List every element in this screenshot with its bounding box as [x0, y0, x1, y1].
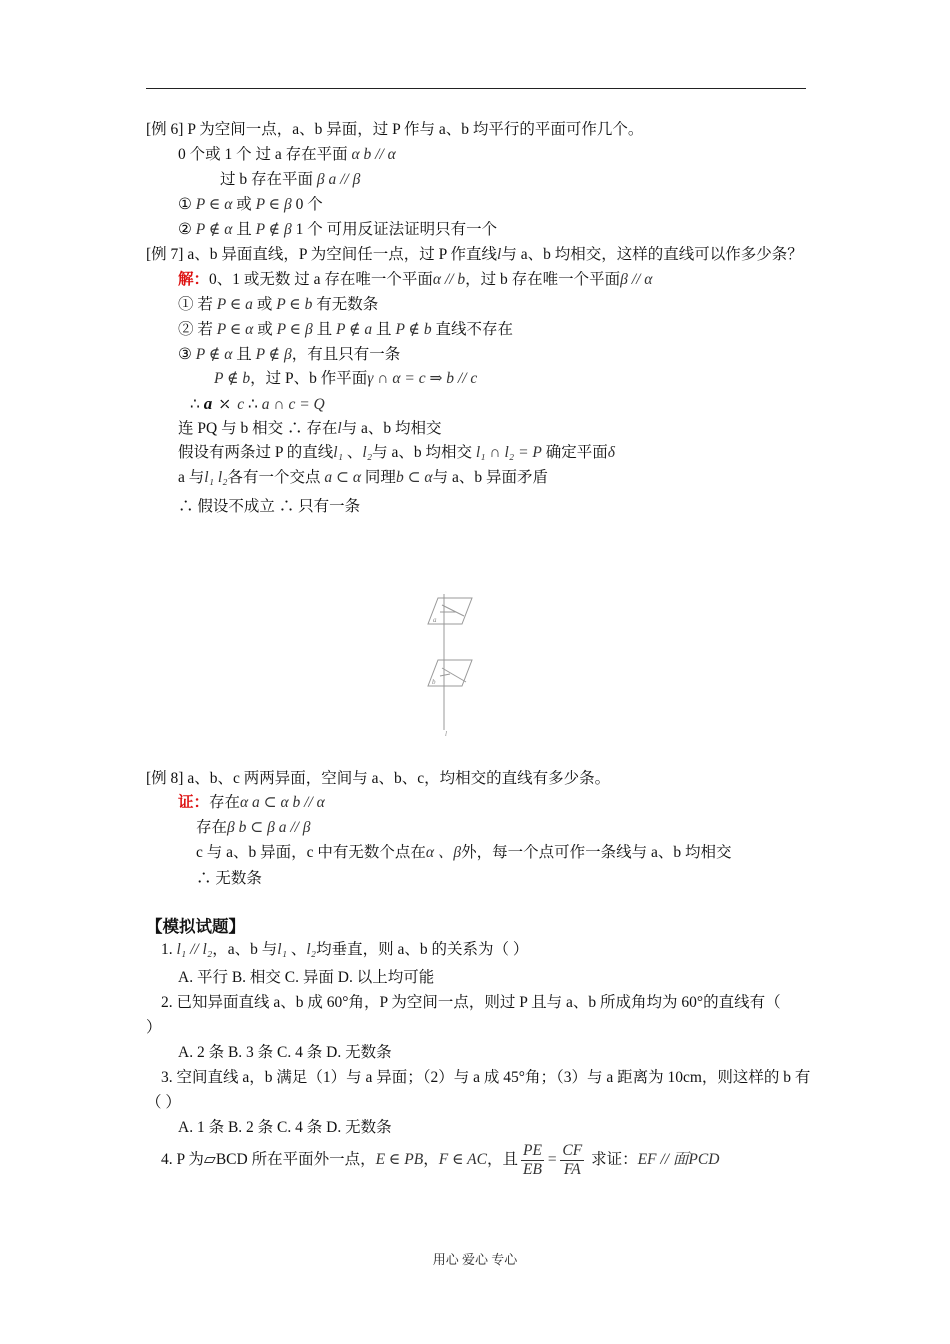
- header-rule: [146, 88, 806, 89]
- text: BCD 所在平面外一点，: [215, 1151, 376, 1168]
- solution-label: 解：: [178, 271, 210, 288]
- text: 且: [372, 321, 396, 338]
- text: 外，每一个点可作一条线与 a、b 均相交: [461, 844, 732, 861]
- example-7-case-2: [178, 320, 513, 340]
- math: γ ∩ α = c ⇒ b // c: [367, 370, 478, 387]
- math: P ∈ β: [276, 321, 313, 338]
- label-b: b: [432, 678, 436, 686]
- text: 1 个 可用反证法证明只有一个: [291, 221, 498, 238]
- math: l: [337, 420, 342, 437]
- example-7-step-intersect: [190, 394, 325, 415]
- math: P ∉ α: [195, 221, 233, 238]
- question-1-options: A. 平行 B. 相交 C. 异面 D. 以上均可能: [178, 969, 435, 986]
- text: ∴: [244, 396, 262, 413]
- math: l₁: [333, 444, 343, 461]
- example-6-line-2: [220, 170, 360, 190]
- text: 与 a、b 均相交，这样的直线可以作多少条？: [501, 246, 803, 263]
- label-a: a: [433, 616, 437, 624]
- example-7-title: [146, 245, 803, 265]
- math: P ∉ β: [255, 221, 292, 238]
- example-7-case-1: [178, 295, 378, 315]
- example-6-line-1: [178, 145, 396, 165]
- example-8-title: [例 8] a、b、c 两两异面，空间与 a、b、c，均相交的直线有多少条。: [146, 770, 611, 787]
- text: ，过 b 存在唯一个平面: [465, 271, 621, 288]
- math: P ∉ α: [195, 346, 233, 363]
- question-2: 2. 已知异面直线 a、b 成 60°角，P 为空间一点，则过 P 且与 a、b 所成角均为 60°的直线有（: [161, 994, 781, 1011]
- label-l: l: [445, 730, 447, 738]
- math: P ∉ a: [336, 321, 373, 338]
- text: ∴: [190, 396, 204, 413]
- math: P ∈ β: [255, 196, 292, 213]
- math: P ∉ b: [395, 321, 432, 338]
- example-7-case-3: [178, 345, 400, 365]
- example-8-line-1: [178, 793, 325, 813]
- text: 求证：: [587, 1151, 638, 1168]
- example-8-line-3: [196, 843, 732, 863]
- text: 连 PQ 与 b 相交 ∴ 存在: [178, 420, 338, 437]
- text: 有无数条: [312, 296, 379, 313]
- math: δ: [607, 444, 615, 461]
- math: b ⊂ α: [395, 469, 433, 486]
- example-7-solution: [178, 270, 652, 290]
- math: P ∈ a: [216, 296, 253, 313]
- question-3: 3. 空间直线 a，b 满足（1）与 a 异面；（2）与 a 成 45°角；（3）与 a 距离为 10cm，则这样的 b 有: [161, 1069, 811, 1086]
- planes-figure: [420, 590, 480, 740]
- text: 、: [286, 941, 307, 958]
- text: ②: [178, 221, 196, 238]
- math: a ∩ c = Q: [261, 396, 325, 413]
- text: 0、1 或无数 过 a 存在唯一个平面: [209, 271, 433, 288]
- math: β b ⊂ β a // β: [227, 819, 311, 836]
- example-7-step-suppose: [178, 443, 615, 463]
- example-6-line-3: [178, 195, 323, 215]
- text: 1.: [161, 941, 177, 958]
- math: E ∈ PB: [375, 1151, 424, 1168]
- denominator: FA: [563, 1160, 581, 1178]
- text: 存在: [209, 794, 241, 811]
- example-6-title: [例 6] P 为空间一点，a、b 异面，过 P 作与 a、b 均平行的平面可作几个。: [146, 121, 644, 138]
- math: α // b: [432, 271, 466, 288]
- math: P ∈ b: [276, 296, 313, 313]
- text: ，: [423, 1151, 439, 1168]
- text: 且: [232, 221, 256, 238]
- text: ，且: [486, 1151, 518, 1168]
- text: [例 7] a、b 异面直线，P 为空间任一点，过 P 作直线: [146, 246, 498, 263]
- text: 、: [343, 444, 363, 461]
- math: l₂: [362, 444, 373, 461]
- text: 或: [252, 296, 277, 313]
- example-7-step-connect: [178, 419, 442, 439]
- math: l₁ // l₂: [176, 941, 213, 958]
- text: 4. P 为: [161, 1151, 204, 1168]
- text: 与 a、b 均相交: [341, 420, 442, 437]
- math: β // α: [620, 271, 653, 288]
- math: EF // 面PCD: [637, 1151, 720, 1168]
- text: 0 个: [291, 196, 323, 213]
- question-3-options: A. 1 条 B. 2 条 C. 4 条 D. 无数条: [178, 1119, 392, 1136]
- line-b-short: [440, 674, 450, 676]
- text: 且: [232, 346, 256, 363]
- math: P ∉ b: [214, 370, 251, 387]
- text: ，有且只有一条: [291, 346, 401, 363]
- text: 存在: [196, 819, 228, 836]
- text: 或: [232, 196, 256, 213]
- text: ，a、b 与: [212, 941, 278, 958]
- question-1: [161, 940, 528, 960]
- parallelogram-icon: ▱: [203, 1151, 216, 1168]
- text: c 与 a、b 异面，c 中有无数个点在: [196, 844, 426, 861]
- math: c: [237, 396, 245, 413]
- not-parallel-symbol: ⤫: [218, 396, 232, 413]
- math: l: [497, 246, 502, 263]
- math: α b // α: [351, 146, 396, 163]
- mock-header: 【模拟试题】: [146, 917, 245, 936]
- math: P ∈ α: [195, 196, 233, 213]
- math: l₂: [306, 941, 317, 958]
- example-8-line-2: [196, 818, 311, 838]
- math: a ⊂ α: [324, 469, 362, 486]
- question-2-cont: ）: [146, 1019, 162, 1036]
- text: ③: [178, 346, 196, 363]
- text: 与 a、b 异面矛盾: [432, 469, 548, 486]
- example-7-step-plane: [214, 369, 477, 389]
- page-footer: 用心 爱心 专心: [432, 1252, 518, 1267]
- question-3-cont: （ ）: [146, 1094, 181, 1111]
- example-7-conclusion: ∴ 假设不成立 ∴ 只有一条: [178, 498, 361, 515]
- math: β a // β: [316, 171, 361, 188]
- text: 且: [312, 321, 336, 338]
- text: 0 个或 1 个 过 a 存在平面: [178, 146, 348, 163]
- math: F ∈ AC: [438, 1151, 487, 1168]
- example-6-line-4: [178, 220, 497, 240]
- text: 过 b 存在平面: [220, 171, 314, 188]
- math: P ∉ β: [255, 346, 292, 363]
- text: 确定平面: [541, 444, 608, 461]
- text: ，过 P、b 作平面: [250, 370, 368, 387]
- math: a: [203, 394, 213, 413]
- numerator: CF: [562, 1141, 583, 1159]
- text: 同理: [361, 469, 396, 486]
- text: ① 若: [178, 296, 217, 313]
- math: l₁: [277, 941, 287, 958]
- question-4: [161, 1140, 719, 1180]
- text: 或: [253, 321, 277, 338]
- equals: =: [546, 1151, 558, 1168]
- denominator: EB: [522, 1160, 542, 1178]
- math: l₁ l₂: [204, 469, 228, 486]
- text: ② 若: [178, 321, 217, 338]
- math: l₁ ∩ l₂ = P: [475, 444, 542, 461]
- math: α 、β: [425, 844, 462, 861]
- numerator: PE: [522, 1141, 542, 1159]
- example-8-conclusion: ∴ 无数条: [196, 870, 262, 887]
- math: P ∈ α: [216, 321, 254, 338]
- text: 各有一个交点: [227, 469, 325, 486]
- fraction-pe-eb: [521, 1142, 544, 1179]
- text: 与 a、b 均相交: [372, 444, 476, 461]
- text: 假设有两条过 P 的直线: [178, 444, 334, 461]
- proof-label: 证：: [178, 794, 210, 811]
- text: a 与: [178, 469, 205, 486]
- text: ①: [178, 196, 196, 213]
- math: α a ⊂ α b // α: [240, 794, 325, 811]
- example-7-step-contradiction: [178, 468, 548, 488]
- text: 均垂直，则 a、b 的关系为（ ）: [316, 941, 529, 958]
- fraction-cf-fa: [560, 1142, 584, 1179]
- line-a: [442, 605, 464, 616]
- text: 直线不存在: [431, 321, 513, 338]
- question-2-options: A. 2 条 B. 3 条 C. 4 条 D. 无数条: [178, 1044, 392, 1061]
